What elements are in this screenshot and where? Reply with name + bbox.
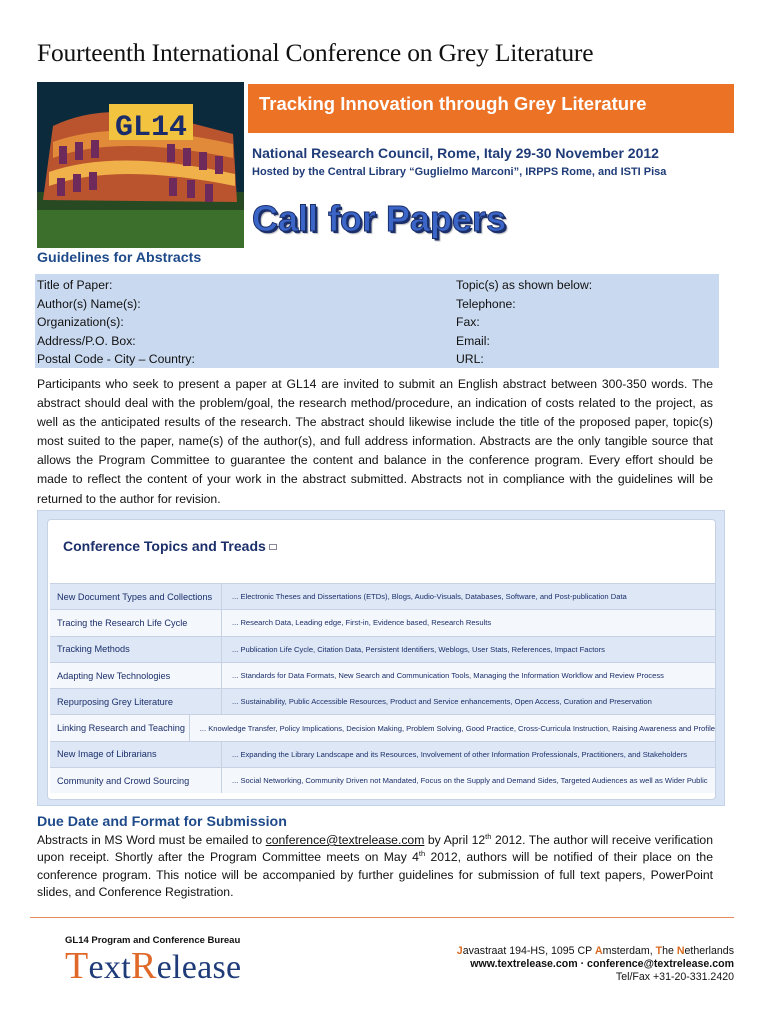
topic-name: Community and Crowd Sourcing bbox=[50, 768, 222, 793]
address-line: Javastraat 194-HS, 1095 CP Amsterdam, The Netherlands bbox=[456, 945, 734, 957]
hosted-by-line: Hosted by the Central Library “Guglielmo Marconi”, IRPPS Rome, and ISTI Pisa bbox=[252, 166, 667, 178]
guideline-item: Fax: bbox=[456, 315, 480, 330]
guideline-item: Telephone: bbox=[456, 296, 516, 311]
due-date-paragraph: Abstracts in MS Word must be emailed to conference@textrelease.com by April 12th 2012. The author will receive verification upon receipt. Shortly after the Program Committee meets on May 4th 2012, authors will be notified of their place on the conference program. This notice will be accompanied by further guidelines for submission of full text papers, PowerPoint slides, and Conference Registration. bbox=[37, 831, 713, 900]
colosseum-illustration bbox=[37, 82, 244, 248]
topic-description: ... Knowledge Transfer, Policy Implications, Decision Making, Problem Solving, Good Practice, Cross-Curricula Instruction, Raising Awareness and Profile bbox=[199, 723, 715, 733]
topic-description: ... Electronic Theses and Dissertations (ETDs), Blogs, Audio-Visuals, Databases, Software, and Post-publication Data bbox=[232, 592, 627, 602]
guidelines-left-column bbox=[37, 276, 195, 369]
topic-description: ... Publication Life Cycle, Citation Data, Persistent Identifiers, Weblogs, User Stats, References, Impact Factors bbox=[232, 644, 605, 654]
website-link[interactable]: www.textrelease.com bbox=[470, 958, 578, 970]
topic-description: ... Sustainability, Public Accessible Resources, Product and Service enhancements, Open Access, Curation and Preservation bbox=[232, 697, 652, 707]
guideline-item: Title of Paper: bbox=[37, 278, 113, 292]
topic-name: New Image of Librarians bbox=[50, 742, 222, 767]
svg-text:GL14: GL14 bbox=[115, 111, 188, 145]
topic-row bbox=[50, 714, 715, 740]
topic-row bbox=[50, 741, 715, 767]
table-icon bbox=[269, 544, 277, 550]
textrelease-logo: TextRelease bbox=[65, 945, 242, 987]
topics-table bbox=[50, 583, 715, 793]
guideline-item: Topic(s) as shown below: bbox=[456, 278, 593, 292]
footer-email-link[interactable]: conference@textrelease.com bbox=[587, 958, 734, 970]
guidelines-right-column bbox=[456, 276, 592, 369]
guideline-item: URL: bbox=[456, 352, 484, 367]
topic-row bbox=[50, 688, 715, 714]
phone-line: Tel/Fax +31-20-331.2420 bbox=[615, 971, 734, 983]
topic-description: ... Standards for Data Formats, New Search and Communication Tools, Managing the Information Workflow and Review Process bbox=[232, 671, 664, 681]
guideline-item: Postal Code - City – Country: bbox=[37, 352, 195, 367]
topic-name: Repurposing Grey Literature bbox=[50, 689, 222, 714]
topics-card bbox=[47, 519, 716, 800]
topic-name: Tracking Methods bbox=[50, 637, 222, 662]
topic-row bbox=[50, 662, 715, 688]
topic-row bbox=[50, 767, 715, 793]
conference-title: Fourteenth International Conference on Grey Literature bbox=[37, 38, 594, 67]
topic-name: Tracing the Research Life Cycle bbox=[50, 610, 222, 635]
call-for-papers-heading: Call for Papers bbox=[252, 198, 507, 239]
theme-banner: Tracking Innovation through Grey Literature bbox=[248, 84, 734, 133]
gl14-colosseum-logo bbox=[37, 82, 244, 248]
topic-name: Linking Research and Teaching bbox=[50, 715, 190, 740]
guideline-item: Organization(s): bbox=[37, 315, 124, 330]
topic-name: Adapting New Technologies bbox=[50, 663, 222, 688]
guideline-item: Address/P.O. Box: bbox=[37, 333, 136, 348]
contact-address bbox=[457, 945, 734, 984]
bureau-label: GL14 Program and Conference Bureau bbox=[65, 935, 241, 946]
guideline-item: Author(s) Name(s): bbox=[37, 296, 141, 311]
topics-title: Conference Topics and Treads bbox=[63, 538, 277, 554]
topic-description: ... Expanding the Library Landscape and its Resources, Involvement of other Information Professionals, Practitioners, and Stakeholders bbox=[232, 749, 688, 759]
venue-line: National Research Council, Rome, Italy 29-30 November 2012 bbox=[252, 145, 659, 161]
topic-description: ... Social Networking, Community Driven not Mandated, Focus on the Supply and Demand Sides, Targeted Audiences as well as Wider Public bbox=[232, 776, 708, 786]
web-email-line: www.textrelease.com · conference@textrelease.com bbox=[470, 958, 734, 970]
conference-topics-panel bbox=[37, 510, 725, 806]
topic-name: New Document Types and Collections bbox=[50, 584, 222, 609]
topic-description: ... Research Data, Leading edge, First-in, Evidence based, Research Results bbox=[232, 618, 492, 628]
abstract-instructions-paragraph: Participants who seek to present a paper at GL14 are invited to submit an English abstract between 300-350 words. The abstract should deal with the problem/goal, the research method/procedure, an indication of costs related to the project, as well as the anticipated results of the research. The abstract should likewise include the title of the proposed paper, topic(s) most suited to the paper, name(s) of the author(s), and full address information. Abstracts are the only tangible source that allows the Program Committee to guarantee the content and balance in the conference program. Every effort should be made to reflect the content of your work in the abstract submitted. Abstracts not in compliance with the guidelines will be returned to the author for revision. bbox=[37, 377, 713, 506]
topic-row bbox=[50, 636, 715, 662]
footer-divider bbox=[30, 917, 734, 918]
guideline-item: Email: bbox=[456, 333, 490, 348]
guidelines-box bbox=[35, 274, 719, 368]
guidelines-heading: Guidelines for Abstracts bbox=[37, 250, 202, 266]
due-date-heading: Due Date and Format for Submission bbox=[37, 814, 287, 830]
topic-row bbox=[50, 609, 715, 635]
conference-email-link[interactable]: conference@textrelease.com bbox=[265, 833, 425, 847]
topic-row bbox=[50, 583, 715, 609]
